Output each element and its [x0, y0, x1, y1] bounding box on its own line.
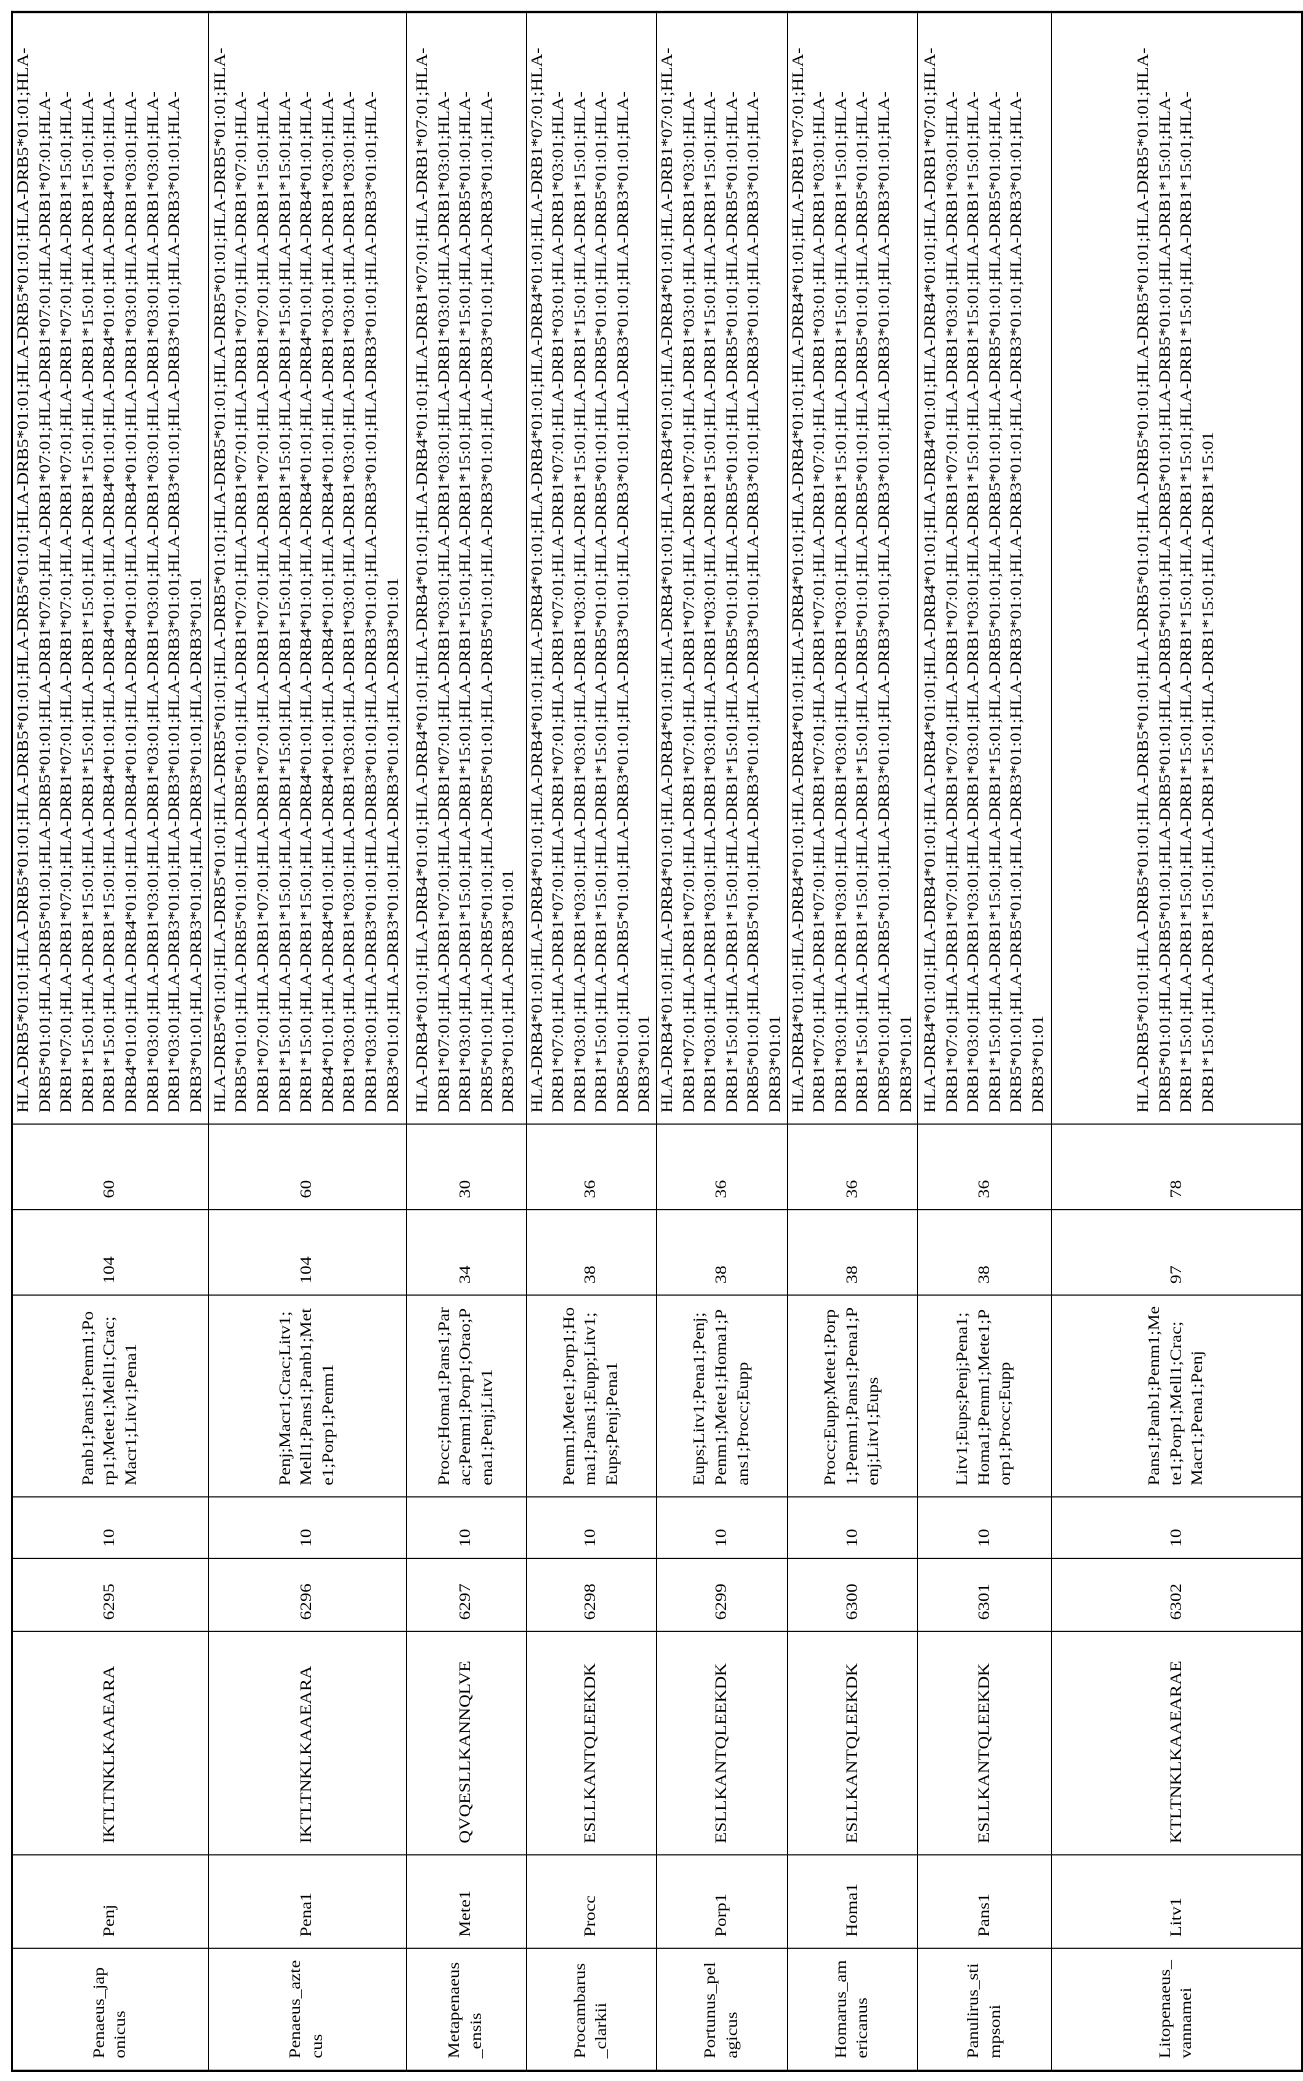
species-cell: Panulirus_stimpsoni — [918, 1949, 1052, 2071]
table-row — [1052, 12, 1302, 2071]
matched-species-cell: Pans1;Panb1;Penm1;Mete1;Porp1;Mell1;Crac;Macr1;Pena1;Penj — [1052, 1296, 1302, 1498]
hla-alleles-cell: HLA-DRB5*01:01;HLA-DRB5*01:01;HLA-DRB5*01:01;HLA-DRB5*01:01;HLA-DRB5*01:01;HLA-DRB5*01:01;HLA-DRB5*01:01;HLA-DRB5*01:01;HLA-DRB5*01:01;HLA-DRB5*01:01;HLA-DRB1*07:01;HLA-DRB1*07:01;HLA-DRB1*07:01;HLA-DRB1*07:01;HLA-DRB1*07:01;HLA-DRB1*07:01;HLA-DRB1*07:01;HLA-DRB1*07:01;HLA-DRB1*07:01;HLA-DRB1*07:01;HLA-DRB1*15:01;HLA-DRB1*15:01;HLA-DRB1*15:01;HLA-DRB1*15:01;HLA-DRB1*15:01;HLA-DRB1*15:01;HLA-DRB1*15:01;HLA-DRB1*15:01;HLA-DRB1*15:01;HLA-DRB1*15:01;HLA-DRB4*01:01;HLA-DRB4*01:01;HLA-DRB4*01:01;HLA-DRB4*01:01;HLA-DRB4*01:01;HLA-DRB4*01:01;HLA-DRB4*01:01;HLA-DRB4*01:01;HLA-DRB4*01:01;HLA-DRB4*01:01;HLA-DRB1*03:01;HLA-DRB1*03:01;HLA-DRB1*03:01;HLA-DRB1*03:01;HLA-DRB1*03:01;HLA-DRB1*03:01;HLA-DRB1*03:01;HLA-DRB1*03:01;HLA-DRB1*03:01;HLA-DRB1*03:01;HLA-DRB3*01:01;HLA-DRB3*01:01;HLA-DRB3*01:01;HLA-DRB3*01:01;HLA-DRB3*01:01;HLA-DRB3*01:01;HLA-DRB3*01:01;HLA-DRB3*01:01;HLA-DRB3*01:01;HLA-DRB3*01:01 — [12, 12, 208, 1125]
abbrev-cell: Pena1 — [208, 1855, 406, 1948]
peptide-cell: ESLLKANTQLEEKDK — [787, 1632, 918, 1855]
count-b-cell: 60 — [12, 1125, 208, 1211]
matched-species-cell: Panb1;Pans1;Penm1;Porp1;Mete1;Mell1;Crac;Macr1;Litv1;Pena1 — [12, 1296, 208, 1498]
species-cell: Penaeus_aztecus — [208, 1949, 406, 2071]
length-cell: 10 — [787, 1497, 918, 1559]
peptide-cell: ESLLKANTQLEEKDK — [526, 1632, 657, 1855]
table-body — [12, 12, 1302, 2071]
table-row — [12, 12, 208, 2071]
peptide-cell: QVQESLLKANNQLVE — [406, 1632, 526, 1855]
count-b-cell: 36 — [787, 1125, 918, 1211]
species-cell: Metapenaeus_ensis — [406, 1949, 526, 2071]
count-b-cell: 30 — [406, 1125, 526, 1211]
matched-species-cell: Penm1;Mete1;Porp1;Homa1;Pans1;Eupp;Litv1;Eups;Penj;Pena1 — [526, 1296, 657, 1498]
hla-alleles-cell: HLA-DRB5*01:01;HLA-DRB5*01:01;HLA-DRB5*01:01;HLA-DRB5*01:01;HLA-DRB5*01:01;HLA-DRB5*01:01;HLA-DRB5*01:01;HLA-DRB5*01:01;HLA-DRB5*01:01;HLA-DRB5*01:01;HLA-DRB1*07:01;HLA-DRB1*07:01;HLA-DRB1*07:01;HLA-DRB1*07:01;HLA-DRB1*07:01;HLA-DRB1*07:01;HLA-DRB1*07:01;HLA-DRB1*07:01;HLA-DRB1*07:01;HLA-DRB1*07:01;HLA-DRB1*15:01;HLA-DRB1*15:01;HLA-DRB1*15:01;HLA-DRB1*15:01;HLA-DRB1*15:01;HLA-DRB1*15:01;HLA-DRB1*15:01;HLA-DRB1*15:01;HLA-DRB1*15:01;HLA-DRB1*15:01;HLA-DRB4*01:01;HLA-DRB4*01:01;HLA-DRB4*01:01;HLA-DRB4*01:01;HLA-DRB4*01:01;HLA-DRB4*01:01;HLA-DRB4*01:01;HLA-DRB4*01:01;HLA-DRB4*01:01;HLA-DRB4*01:01;HLA-DRB1*03:01;HLA-DRB1*03:01;HLA-DRB1*03:01;HLA-DRB1*03:01;HLA-DRB1*03:01;HLA-DRB1*03:01;HLA-DRB1*03:01;HLA-DRB1*03:01;HLA-DRB1*03:01;HLA-DRB1*03:01;HLA-DRB3*01:01;HLA-DRB3*01:01;HLA-DRB3*01:01;HLA-DRB3*01:01;HLA-DRB3*01:01;HLA-DRB3*01:01;HLA-DRB3*01:01;HLA-DRB3*01:01;HLA-DRB3*01:01;HLA-DRB3*01:01 — [208, 12, 406, 1125]
species-cell: Penaeus_japonicus — [12, 1949, 208, 2071]
count-a-cell: 38 — [657, 1210, 788, 1296]
hla-alleles-cell: HLA-DRB4*01:01;HLA-DRB4*01:01;HLA-DRB4*01:01;HLA-DRB4*01:01;HLA-DRB4*01:01;HLA-DRB4*01:01;HLA-DRB1*07:01;HLA-DRB1*07:01;HLA-DRB1*07:01;HLA-DRB1*07:01;HLA-DRB1*07:01;HLA-DRB1*07:01;HLA-DRB1*03:01;HLA-DRB1*03:01;HLA-DRB1*03:01;HLA-DRB1*03:01;HLA-DRB1*03:01;HLA-DRB1*03:01;HLA-DRB1*15:01;HLA-DRB1*15:01;HLA-DRB1*15:01;HLA-DRB1*15:01;HLA-DRB1*15:01;HLA-DRB1*15:01;HLA-DRB5*01:01;HLA-DRB5*01:01;HLA-DRB5*01:01;HLA-DRB5*01:01;HLA-DRB5*01:01;HLA-DRB5*01:01;HLA-DRB3*01:01;HLA-DRB3*01:01;HLA-DRB3*01:01;HLA-DRB3*01:01;HLA-DRB3*01:01;HLA-DRB3*01:01 — [918, 12, 1052, 1125]
count-a-cell: 104 — [12, 1210, 208, 1296]
length-cell: 10 — [657, 1497, 788, 1559]
abbrev-cell: Pans1 — [918, 1855, 1052, 1948]
length-cell: 10 — [918, 1497, 1052, 1559]
count-a-cell: 38 — [918, 1210, 1052, 1296]
hla-alleles-cell: HLA-DRB5*01:01;HLA-DRB5*01:01;HLA-DRB5*01:01;HLA-DRB5*01:01;HLA-DRB5*01:01;HLA-DRB5*01:01;HLA-DRB5*01:01;HLA-DRB5*01:01;HLA-DRB5*01:01;HLA-DRB5*01:01;HLA-DRB5*01:01;HLA-DRB5*01:01;HLA-DRB5*01:01;HLA-DRB1*15:01;HLA-DRB1*15:01;HLA-DRB1*15:01;HLA-DRB1*15:01;HLA-DRB1*15:01;HLA-DRB1*15:01;HLA-DRB1*15:01;HLA-DRB1*15:01;HLA-DRB1*15:01;HLA-DRB1*15:01;HLA-DRB1*15:01;HLA-DRB1*15:01;HLA-DRB1*15:01 — [1052, 12, 1302, 1125]
hla-alleles-cell: HLA-DRB4*01:01;HLA-DRB4*01:01;HLA-DRB4*01:01;HLA-DRB4*01:01;HLA-DRB4*01:01;HLA-DRB4*01:01;HLA-DRB1*07:01;HLA-DRB1*07:01;HLA-DRB1*07:01;HLA-DRB1*07:01;HLA-DRB1*07:01;HLA-DRB1*07:01;HLA-DRB1*03:01;HLA-DRB1*03:01;HLA-DRB1*03:01;HLA-DRB1*03:01;HLA-DRB1*03:01;HLA-DRB1*03:01;HLA-DRB1*15:01;HLA-DRB1*15:01;HLA-DRB1*15:01;HLA-DRB1*15:01;HLA-DRB1*15:01;HLA-DRB1*15:01;HLA-DRB5*01:01;HLA-DRB5*01:01;HLA-DRB5*01:01;HLA-DRB5*01:01;HLA-DRB5*01:01;HLA-DRB5*01:01;HLA-DRB3*01:01;HLA-DRB3*01:01;HLA-DRB3*01:01;HLA-DRB3*01:01;HLA-DRB3*01:01;HLA-DRB3*01:01 — [657, 12, 788, 1125]
count-a-cell: 97 — [1052, 1210, 1302, 1296]
count-b-cell: 36 — [657, 1125, 788, 1211]
count-a-cell: 38 — [787, 1210, 918, 1296]
matched-species-cell: Procc;Eupp;Mete1;Porp1;Penm1;Pans1;Pena1;Penj;Litv1;Eups — [787, 1296, 918, 1498]
abbrev-cell: Litv1 — [1052, 1855, 1302, 1948]
id-cell: 6296 — [208, 1559, 406, 1632]
id-cell: 6297 — [406, 1559, 526, 1632]
peptide-cell: IKTLTNKLKAAEARA — [208, 1632, 406, 1855]
matched-species-cell: Procc;Homa1;Pans1;Parac;Penm1;Porp1;Orao;Pena1;Penj;Litv1 — [406, 1296, 526, 1498]
abbrev-cell: Homa1 — [787, 1855, 918, 1948]
peptide-cell: ESLLKANTQLEEKDK — [918, 1632, 1052, 1855]
matched-species-cell: Litv1;Eups;Penj;Pena1;Homa1;Penm1;Mete1;Porp1;Procc;Eupp — [918, 1296, 1052, 1498]
count-a-cell: 104 — [208, 1210, 406, 1296]
length-cell: 10 — [208, 1497, 406, 1559]
hla-alleles-cell: HLA-DRB4*01:01;HLA-DRB4*01:01;HLA-DRB4*01:01;HLA-DRB4*01:01;HLA-DRB4*01:01;HLA-DRB4*01:01;HLA-DRB1*07:01;HLA-DRB1*07:01;HLA-DRB1*07:01;HLA-DRB1*07:01;HLA-DRB1*07:01;HLA-DRB1*07:01;HLA-DRB1*03:01;HLA-DRB1*03:01;HLA-DRB1*03:01;HLA-DRB1*03:01;HLA-DRB1*03:01;HLA-DRB1*03:01;HLA-DRB1*15:01;HLA-DRB1*15:01;HLA-DRB1*15:01;HLA-DRB1*15:01;HLA-DRB1*15:01;HLA-DRB1*15:01;HLA-DRB5*01:01;HLA-DRB5*01:01;HLA-DRB5*01:01;HLA-DRB5*01:01;HLA-DRB5*01:01;HLA-DRB5*01:01;HLA-DRB3*01:01;HLA-DRB3*01:01;HLA-DRB3*01:01;HLA-DRB3*01:01;HLA-DRB3*01:01;HLA-DRB3*01:01 — [526, 12, 657, 1125]
length-cell: 10 — [12, 1497, 208, 1559]
matched-species-cell: Eups;Litv1;Pena1;Penj;Penm1;Mete1;Homa1;Pans1;Procc;Eupp — [657, 1296, 788, 1498]
count-a-cell: 34 — [406, 1210, 526, 1296]
matched-species-cell: Penj;Macr1;Crac;Litv1;Mell1;Pans1;Panb1;Mete1;Porp1;Penm1 — [208, 1296, 406, 1498]
table-row — [787, 12, 918, 2071]
rotated-table-page — [11, 13, 1303, 2072]
hla-alleles-cell: HLA-DRB4*01:01;HLA-DRB4*01:01;HLA-DRB4*01:01;HLA-DRB4*01:01;HLA-DRB4*01:01;HLA-DRB1*07:01;HLA-DRB1*07:01;HLA-DRB1*07:01;HLA-DRB1*07:01;HLA-DRB1*07:01;HLA-DRB1*03:01;HLA-DRB1*03:01;HLA-DRB1*03:01;HLA-DRB1*03:01;HLA-DRB1*03:01;HLA-DRB1*15:01;HLA-DRB1*15:01;HLA-DRB1*15:01;HLA-DRB1*15:01;HLA-DRB1*15:01;HLA-DRB5*01:01;HLA-DRB5*01:01;HLA-DRB5*01:01;HLA-DRB5*01:01;HLA-DRB5*01:01;HLA-DRB3*01:01;HLA-DRB3*01:01;HLA-DRB3*01:01;HLA-DRB3*01:01;HLA-DRB3*01:01 — [406, 12, 526, 1125]
table-row — [526, 12, 657, 2071]
abbrev-cell: Procc — [526, 1855, 657, 1948]
abbrev-cell: Porp1 — [657, 1855, 788, 1948]
id-cell: 6302 — [1052, 1559, 1302, 1632]
length-cell: 10 — [406, 1497, 526, 1559]
species-cell: Homarus_americanus — [787, 1949, 918, 2071]
table-row — [918, 12, 1052, 2071]
id-cell: 6301 — [918, 1559, 1052, 1632]
id-cell: 6299 — [657, 1559, 788, 1632]
count-a-cell: 38 — [526, 1210, 657, 1296]
peptide-cell: IKTLTNKLKAAEARA — [12, 1632, 208, 1855]
count-b-cell: 60 — [208, 1125, 406, 1211]
species-cell: Procambarus_clarkii — [526, 1949, 657, 2071]
peptide-cell: KTLTNKLKAAEARAE — [1052, 1632, 1302, 1855]
abbrev-cell: Mete1 — [406, 1855, 526, 1948]
table-row — [208, 12, 406, 2071]
count-b-cell: 36 — [526, 1125, 657, 1211]
length-cell: 10 — [526, 1497, 657, 1559]
table-row — [406, 12, 526, 2071]
species-cell: Portunus_pelagicus — [657, 1949, 788, 2071]
length-cell: 10 — [1052, 1497, 1302, 1559]
table-row — [657, 12, 788, 2071]
count-b-cell: 78 — [1052, 1125, 1302, 1211]
id-cell: 6295 — [12, 1559, 208, 1632]
species-cell: Litopenaeus_vannamei — [1052, 1949, 1302, 2071]
count-b-cell: 36 — [918, 1125, 1052, 1211]
peptide-cell: ESLLKANTQLEEKDK — [657, 1632, 788, 1855]
epitope-table — [11, 11, 1303, 2072]
id-cell: 6300 — [787, 1559, 918, 1632]
hla-alleles-cell: HLA-DRB4*01:01;HLA-DRB4*01:01;HLA-DRB4*01:01;HLA-DRB4*01:01;HLA-DRB4*01:01;HLA-DRB4*01:01;HLA-DRB1*07:01;HLA-DRB1*07:01;HLA-DRB1*07:01;HLA-DRB1*07:01;HLA-DRB1*07:01;HLA-DRB1*07:01;HLA-DRB1*03:01;HLA-DRB1*03:01;HLA-DRB1*03:01;HLA-DRB1*03:01;HLA-DRB1*03:01;HLA-DRB1*03:01;HLA-DRB1*15:01;HLA-DRB1*15:01;HLA-DRB1*15:01;HLA-DRB1*15:01;HLA-DRB1*15:01;HLA-DRB1*15:01;HLA-DRB5*01:01;HLA-DRB5*01:01;HLA-DRB5*01:01;HLA-DRB5*01:01;HLA-DRB5*01:01;HLA-DRB5*01:01;HLA-DRB3*01:01;HLA-DRB3*01:01;HLA-DRB3*01:01;HLA-DRB3*01:01;HLA-DRB3*01:01;HLA-DRB3*01:01 — [787, 12, 918, 1125]
id-cell: 6298 — [526, 1559, 657, 1632]
abbrev-cell: Penj — [12, 1855, 208, 1948]
